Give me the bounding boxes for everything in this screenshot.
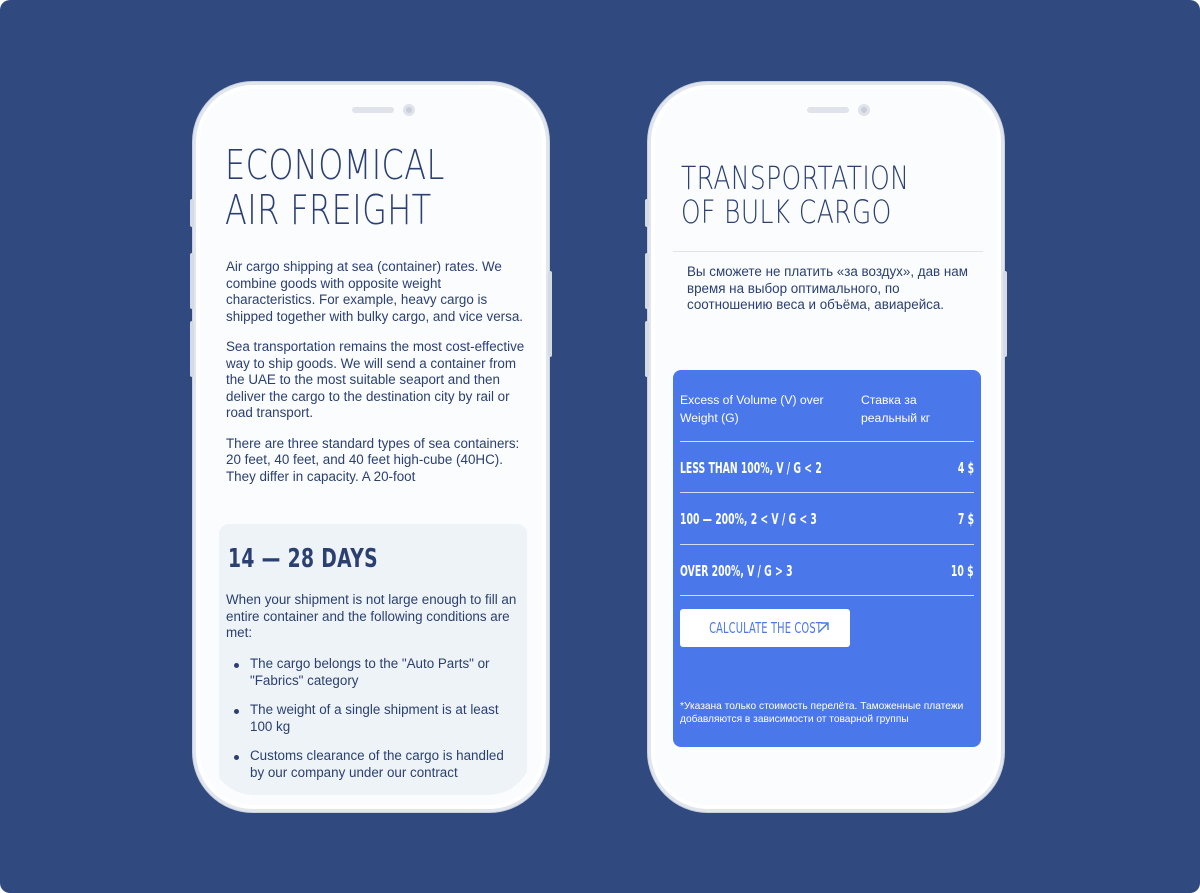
phone-camera xyxy=(858,104,870,116)
row-price: 10 $ xyxy=(951,562,974,580)
phone-volume-up-button xyxy=(190,253,194,309)
phone-mockup-left xyxy=(193,82,549,812)
arrow-up-right-icon xyxy=(817,621,830,634)
rate-table-header xyxy=(680,391,972,441)
header-condition: Excess of Volume (V) over Weight (G) xyxy=(680,393,824,425)
calculate-cost-label: CALCULATE THE COST xyxy=(708,619,822,637)
table-divider xyxy=(680,441,974,442)
price-footnote: *Указана только стоимость перелёта. Таможенные платежи добавляются в зависимости от товарной группы xyxy=(680,701,964,725)
table-divider xyxy=(680,595,974,596)
intro-paragraph: Sea transportation remains the most cost-effective way to ship goods. We will send a container from the UAE to the most suitable seaport and then deliver the cargo to the destination city by rail or road transport. xyxy=(226,339,525,420)
phone-volume-up-button xyxy=(645,253,649,309)
page-title: TRANSPORTATION OF BULK CARGO xyxy=(681,159,910,231)
delivery-time-card xyxy=(219,524,527,795)
list-item: Customs clearance of the cargo is handled by our company under our contract xyxy=(226,748,521,781)
table-divider xyxy=(680,544,974,545)
intro-paragraph: There are three standard types of sea containers: 20 feet, 40 feet, and 40 feet high-cube (40HC). They differ in capacity. A 20-foot xyxy=(226,435,520,484)
phone-camera xyxy=(403,104,415,116)
phone-power-button xyxy=(1003,271,1007,357)
table-divider xyxy=(680,492,974,493)
conditions-list xyxy=(226,656,521,794)
row-condition: 100 — 200%, 2 < V / G < 3 xyxy=(680,510,817,528)
phone-volume-down-button xyxy=(645,321,649,377)
phone-power-button xyxy=(548,271,552,357)
table-row xyxy=(680,562,974,582)
delivery-time-intro: When your shipment is not large enough to fill an entire container and the following conditions are met: xyxy=(226,592,517,640)
row-price: 4 $ xyxy=(957,459,974,477)
rate-table-card xyxy=(673,370,981,747)
row-price: 7 $ xyxy=(957,510,974,528)
title-divider xyxy=(673,251,983,252)
table-row xyxy=(680,510,974,530)
list-item: The cargo belongs to the "Auto Parts" or "Fabrics" category xyxy=(226,656,521,689)
phone-volume-down-button xyxy=(190,321,194,377)
section-description: Вы сможете не платить «за воздух», дав нам время на выбор оптимального, по соотношению веса и объёма, авиарейса. xyxy=(687,264,968,312)
intro-paragraph: Air cargo shipping at sea (container) rates. We combine goods with opposite weight characteristics. For example, heavy cargo is shipped together with bulky cargo, and vice versa. xyxy=(226,259,523,324)
phone-screen[interactable] xyxy=(210,127,532,795)
intro-text xyxy=(226,259,526,499)
phone-mute-switch xyxy=(190,199,194,227)
delivery-time-title: 14 — 28 DAYS xyxy=(228,544,378,574)
row-condition: OVER 200%, V / G > 3 xyxy=(680,562,793,580)
phone-speaker xyxy=(807,107,849,113)
phone-speaker xyxy=(352,107,394,113)
phone-mockup-right xyxy=(648,82,1004,812)
list-item: The weight of a single shipment is at least 100 kg xyxy=(226,702,521,735)
table-row xyxy=(680,459,974,479)
phone-screen[interactable] xyxy=(665,127,987,795)
page-title: ECONOMICAL AIR FREIGHT xyxy=(225,141,445,235)
header-rate: Ставка за реальный кг xyxy=(861,393,931,425)
row-condition: LESS THAN 100%, V / G < 2 xyxy=(680,459,822,477)
calculate-cost-button[interactable] xyxy=(680,609,850,647)
phone-mute-switch xyxy=(645,199,649,227)
